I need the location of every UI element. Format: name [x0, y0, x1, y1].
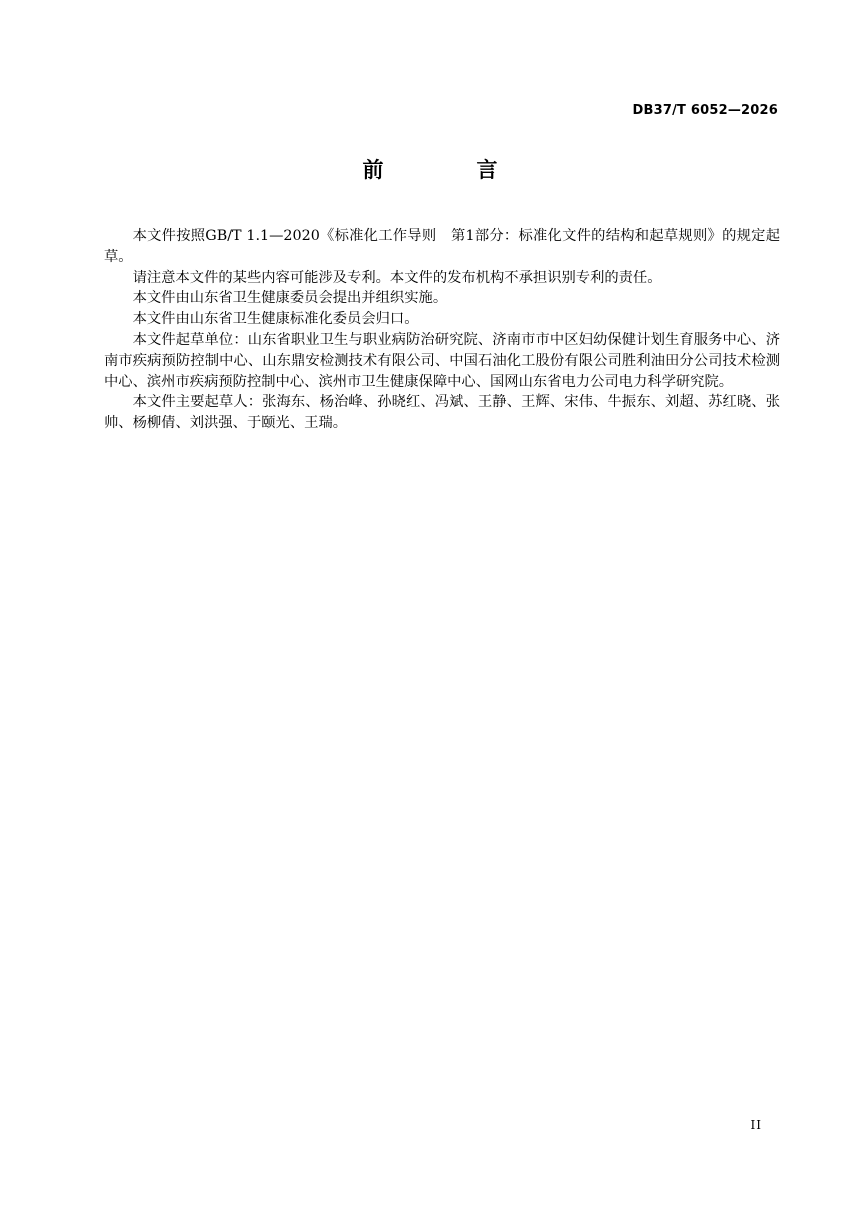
document-code: DB37/T 6052—2026	[632, 103, 778, 118]
body-text	[104, 226, 780, 434]
paragraph-drafting-units: 本文件起草单位：山东省职业卫生与职业病防治研究院、济南市市中区妇幼保健计划生育服务中心、济南市疾病预防控制中心、山东鼎安检测技术有限公司、中国石油化工股份有限公司胜利油田分公司技术检测中心、滨州市疾病预防控制中心、滨州市卫生健康保障中心、国网山东省电力公司电力科学研究院。	[104, 331, 780, 390]
paragraph-proposer: 本文件由山东省卫生健康委员会提出并组织实施。	[132, 290, 448, 307]
paragraph-main-drafters: 本文件主要起草人：张海东、杨治峰、孙晓红、冯斌、王静、王辉、宋伟、牛振东、刘超、苏红晓、张帅、杨柳倩、刘洪强、于颐光、王瑞。	[104, 394, 780, 432]
paragraph-centralized-by: 本文件由山东省卫生健康标准化委员会归口。	[132, 311, 419, 328]
paragraph-patent-notice: 请注意本文件的某些内容可能涉及专利。本文件的发布机构不承担识别专利的责任。	[132, 269, 662, 286]
paragraph-drafting-rules: 本文件按照GB/T 1.1—2020《标准化工作导则 第1部分：标准化文件的结构和起草规则》的规定起草。	[104, 228, 780, 265]
page-title: 前 言	[362, 158, 534, 182]
page-number: II	[750, 1118, 762, 1132]
